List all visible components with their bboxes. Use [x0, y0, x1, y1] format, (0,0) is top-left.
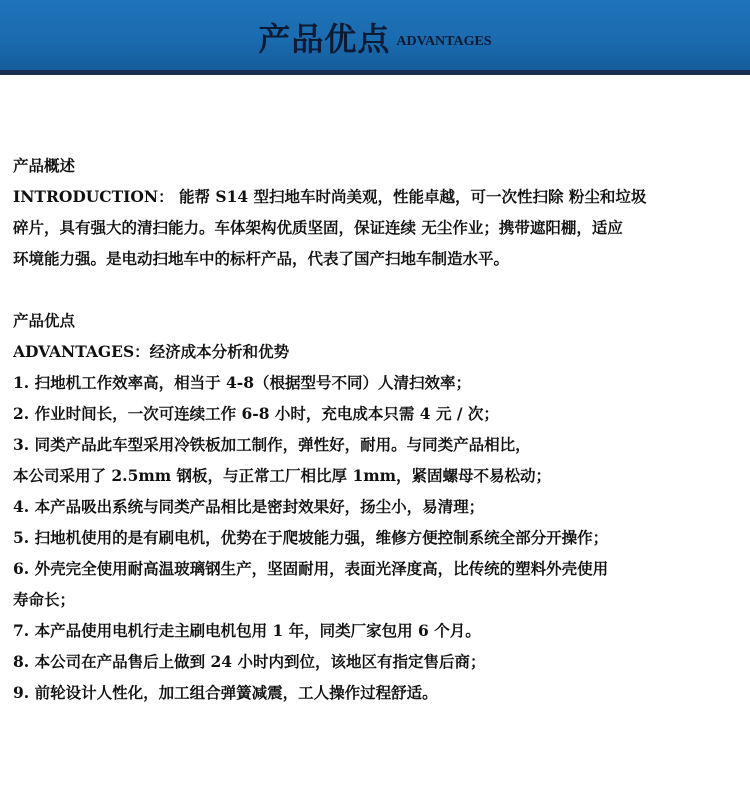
advantage-item: 5. 扫地机使用的是有刷电机，优势在于爬坡能力强，维修方便控制系统全部分开操作；	[13, 528, 609, 547]
header-title	[0, 14, 750, 60]
advantage-item: 7. 本产品使用电机行走主刷电机包用 1 年，同类厂家包用 6 个月。	[13, 621, 481, 640]
intro-line: INTRODUCTION： 能帮 S14 型扫地车时尚美观，性能卓越，可一次性扫除 粉尘和垃圾	[13, 187, 647, 206]
document-body	[13, 150, 733, 708]
intro-line: 碎片，具有强大的清扫能力。车体架构优质坚固，保证连续 无尘作业；携带遮阳棚，适应	[13, 218, 623, 237]
advantage-item: 8. 本公司在产品售后上做到 24 小时内到位，该地区有指定售后商；	[13, 652, 486, 671]
advantage-item: 9. 前轮设计人性化，加工组合弹簧减震，工人操作过程舒适。	[13, 683, 438, 702]
advantages-heading: 产品优点	[13, 311, 76, 330]
intro-line: 环境能力强。是电动扫地车中的标杆产品，代表了国产扫地车制造水平。	[13, 249, 510, 268]
advantage-item: 6. 外壳完全使用耐高温玻璃钢生产，坚固耐用，表面光泽度高，比传统的塑料外壳使用	[13, 559, 609, 578]
advantage-item: 本公司采用了 2.5mm 钢板，与正常工厂相比厚 1mm，紧固螺母不易松动；	[13, 466, 552, 485]
advantage-item: 寿命长；	[13, 590, 76, 609]
section-spacer	[13, 274, 733, 305]
advantage-item: 1. 扫地机工作效率高，相当于 4-8（根据型号不同）人清扫效率；	[13, 373, 471, 392]
intro-heading: 产品概述	[13, 156, 76, 175]
advantage-item: 3. 同类产品此车型采用冷铁板加工制作，弹性好，耐用。与同类产品相比，	[13, 435, 531, 454]
advantage-item: 2. 作业时间长，一次可连续工作 6-8 小时，充电成本只需 4 元 / 次；	[13, 404, 499, 423]
header-title-zh: 产品优点	[258, 20, 391, 58]
advantages-subheading: ADVANTAGES：经济成本分析和优势	[13, 342, 290, 361]
header-title-en: ADVANTAGES	[396, 34, 492, 49]
advantage-item: 4. 本产品吸出系统与同类产品相比是密封效果好，扬尘小，易清理；	[13, 497, 485, 516]
header-banner	[0, 0, 750, 75]
